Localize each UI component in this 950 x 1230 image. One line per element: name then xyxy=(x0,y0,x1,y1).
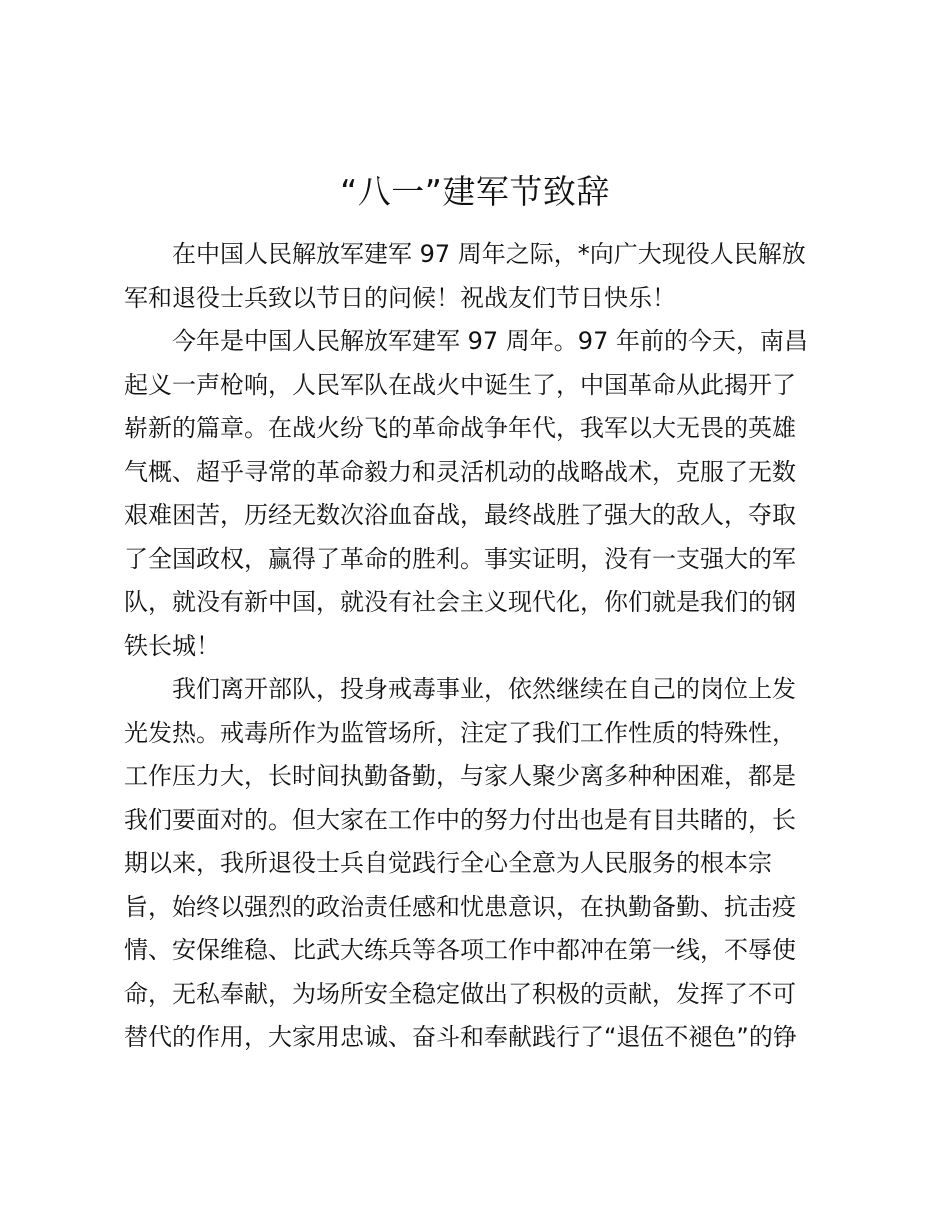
text-line: 期以来，我所退役士兵自觉践行全心全意为人民服务的根本宗 xyxy=(124,849,772,877)
text-line: 军和退役士兵致以节日的问候！祝战友们节日快乐！ xyxy=(124,283,676,312)
document-title: “八一”建军节致辞 xyxy=(340,172,610,211)
paragraph-1 xyxy=(124,233,829,320)
text-line: 旨，始终以强烈的政治责任感和忧患意识，在执勤备勤、抗击疫 xyxy=(124,892,796,921)
text-line: 气概、超乎寻常的革命毅力和灵活机动的战略战术，克服了无数 xyxy=(124,457,796,486)
text-line: 命，无私奉献，为场所安全稳定做出了积极的贡献，发挥了不可 xyxy=(124,979,796,1008)
text-line: 替代的作用，大家用忠诚、奋斗和奉献践行了“退伍不褪色”的铮 xyxy=(124,1023,797,1051)
paragraph-3 xyxy=(124,668,829,1060)
text-line: 今年是中国人民解放军建军 97 周年。97 年前的今天，南昌 xyxy=(172,327,808,355)
text-line: 光发热。戒毒所作为监管场所，注定了我们工作性质的特殊性， xyxy=(124,718,796,747)
text-line: 在中国人民解放军建军 97 周年之际，*向广大现役人民解放 xyxy=(172,240,806,268)
text-line: 工作压力大，长时间执勤备勤，与家人聚少离多种种困难，都是 xyxy=(124,762,796,790)
text-line: 起义一声枪响，人民军队在战火中诞生了，中国革命从此揭开了 xyxy=(124,370,796,399)
text-line: 情、安保维稳、比武大练兵等各项工作中都冲在第一线，不辱使 xyxy=(124,936,796,964)
text-line: 铁长城！ xyxy=(124,631,220,660)
text-line: 我们离开部队，投身戒毒事业，依然继续在自己的岗位上发 xyxy=(172,675,796,703)
text-line: 艰难困苦，历经无数次浴血奋战，最终战胜了强大的敌人，夺取 xyxy=(124,501,796,529)
text-line: 了全国政权，赢得了革命的胜利。事实证明，没有一支强大的军 xyxy=(124,544,796,573)
paragraph-2 xyxy=(124,320,829,668)
document-body xyxy=(124,233,829,1060)
text-line: 崭新的篇章。在战火纷飞的革命战争年代，我军以大无畏的英雄 xyxy=(124,414,796,442)
text-line: 我们要面对的。但大家在工作中的努力付出也是有目共睹的，长 xyxy=(124,805,796,834)
text-line: 队，就没有新中国，就没有社会主义现代化，你们就是我们的钢 xyxy=(124,588,796,616)
